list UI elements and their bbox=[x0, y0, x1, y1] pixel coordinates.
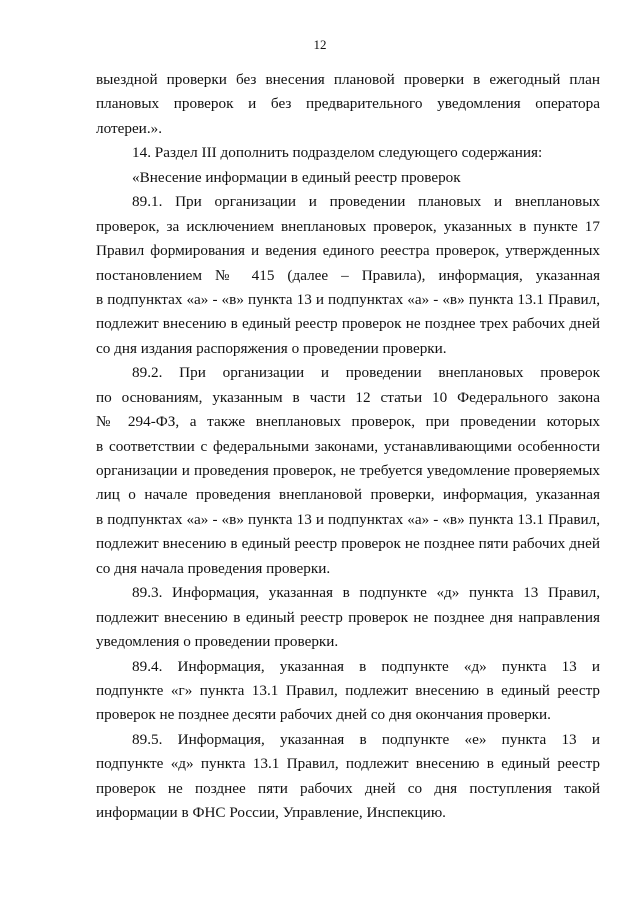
text-line: 89.5. Информация, указанная в подпункте «е» пункта 13 и bbox=[132, 730, 600, 748]
text-line: подлежит внесению в единый реестр проверок не позднее дня направления bbox=[96, 608, 600, 626]
page-number: 12 bbox=[313, 37, 327, 52]
text-line: постановлением № 415 (далее – Правила), информация, указанная bbox=[96, 266, 600, 284]
text-line: плановых проверок и без предварительного уведомления оператора bbox=[96, 95, 600, 113]
text-line: по основаниям, указанным в части 12 статьи 10 Федерального закона bbox=[96, 388, 600, 406]
text-line: со дня издания распоряжения о проведении проверки. bbox=[96, 339, 447, 357]
text-line: подлежит внесению в единый реестр проверок не позднее трех рабочих дней bbox=[96, 315, 600, 333]
text-line: проверок не позднее пяти рабочих дней со дня поступления такой bbox=[96, 779, 600, 797]
text-line: информации в ФНС России, Управление, Инспекцию. bbox=[96, 804, 446, 822]
document-body bbox=[96, 68, 600, 826]
text-line: в соответствии с федеральными законами, устанавливающими особенности bbox=[96, 437, 600, 455]
text-line: Правил формирования и ведения единого реестра проверок, утвержденных bbox=[96, 242, 600, 260]
text-line: 89.3. Информация, указанная в подпункте «д» пункта 13 Правил, bbox=[132, 584, 600, 602]
text-line: организации и проведения проверок, не требуется уведомление проверяемых bbox=[96, 462, 600, 479]
text-line: проверок, за исключением внеплановых проверок, указанных в пункте 17 bbox=[96, 217, 600, 235]
text-line: лиц о начале проведения внеплановой проверки, информация, указанная bbox=[96, 486, 600, 504]
text-line: подпункте «д» пункта 13.1 Правил, подлежит внесению в единый реестр bbox=[96, 755, 600, 773]
text-line: выездной проверки без внесения плановой проверки в ежегодный план bbox=[96, 71, 600, 88]
text-line: «Внесение информации в единый реестр проверок bbox=[132, 168, 461, 186]
text-line: 14. Раздел III дополнить подразделом следующего содержания: bbox=[132, 144, 543, 162]
text-line: 89.2. При организации и проведении внеплановых проверок bbox=[132, 364, 600, 382]
text-line: подпункте «г» пункта 13.1 Правил, подлежит внесению в единый реестр bbox=[96, 681, 600, 699]
text-line: уведомления о проведении проверки. bbox=[96, 633, 339, 651]
text-line: № 294-ФЗ, а также внеплановых проверок, при проведении которых bbox=[96, 413, 600, 431]
text-line: 89.1. При организации и проведении плановых и внеплановых bbox=[132, 193, 600, 211]
text-line: со дня начала проведения проверки. bbox=[96, 559, 331, 577]
text-line: подлежит внесению в единый реестр проверок не позднее пяти рабочих дней bbox=[96, 535, 600, 553]
text-line: 89.4. Информация, указанная в подпункте «д» пункта 13 и bbox=[132, 657, 600, 675]
text-line: проверок не позднее десяти рабочих дней со дня окончания проверки. bbox=[96, 706, 551, 724]
text-line: в подпунктах «а» - «в» пункта 13 и подпунктах «а» - «в» пункта 13.1 Правил, bbox=[96, 510, 600, 528]
text-line: лотереи.». bbox=[96, 119, 163, 137]
text-line: в подпунктах «а» - «в» пункта 13 и подпунктах «а» - «в» пункта 13.1 Правил, bbox=[96, 290, 600, 308]
